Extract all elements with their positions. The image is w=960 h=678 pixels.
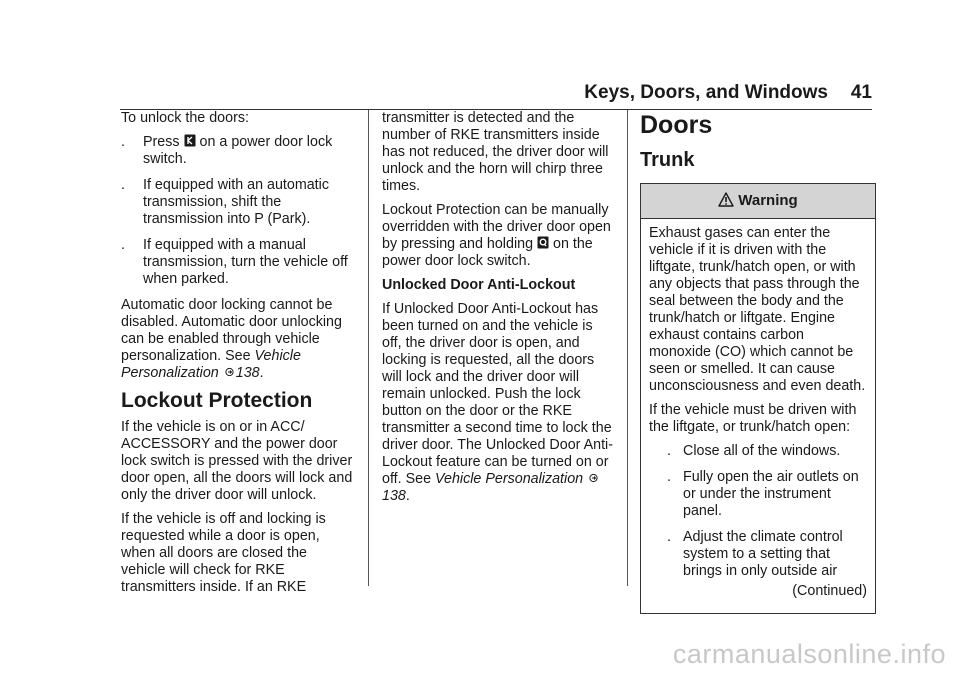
bullet: . xyxy=(121,237,125,253)
bullet: . xyxy=(667,529,671,545)
bullet: . xyxy=(667,469,671,485)
list-item xyxy=(121,134,353,168)
ref-arrow-icon xyxy=(225,367,234,377)
ref-arrow-icon xyxy=(589,473,598,483)
bullet1-post: on a power door lock switch. xyxy=(143,134,333,167)
bullet: . xyxy=(121,134,125,150)
column-2 xyxy=(382,110,616,512)
warning-box xyxy=(640,183,876,614)
warning-title: Warning xyxy=(738,192,798,209)
warning-triangle-icon xyxy=(718,192,734,207)
doors-heading: Doors xyxy=(640,111,713,139)
list-item: . Adjust the climate control system to a setting that brings in only outside air xyxy=(649,529,867,580)
list-item xyxy=(121,177,353,228)
column-3 xyxy=(640,110,876,614)
anti-lockout-paragraph: If Unlocked Door Anti-Lockout has been turned on and the vehicle is off, the driver door is open, and locking is requested, all the doors will lock and the driver door will remain unlocked. Push the lock button on the door or the RKE transmitter a second time to lock the driver door. The Unlocked Door Anti-Lockout feature can be turned on or off. See Vehicle Personalization 138. xyxy=(382,301,613,504)
auto-lock-paragraph: Automatic door locking cannot be disabled. Automatic door unlocking can be enabled through vehicle personalization. See Vehicle Personalization 138. xyxy=(121,297,342,381)
bullet: . xyxy=(667,443,671,459)
bullet2-text: If equipped with an automatic transmission, shift the transmission into P (Park). xyxy=(143,177,329,227)
page-header xyxy=(0,82,960,108)
page-ref[interactable]: 138 xyxy=(382,488,406,504)
page-number: 41 xyxy=(850,82,872,103)
list-item: . Fully open the air outlets on or under the instrument panel. xyxy=(649,469,867,520)
bullet1-pre: Press xyxy=(143,134,180,150)
page-ref[interactable]: 138 xyxy=(235,365,260,381)
warning-header xyxy=(641,184,875,219)
anti-lockout-subheading: Unlocked Door Anti-Lockout xyxy=(382,277,576,293)
lock-key-icon xyxy=(537,236,549,249)
warning-body xyxy=(641,219,875,613)
bullet: . xyxy=(121,177,125,193)
vehicle-personalization-link[interactable]: Vehicle Personalization xyxy=(435,471,584,487)
unlock-intro: To unlock the doors: xyxy=(121,110,249,126)
driven-open-paragraph: If the vehicle must be driven with the liftgate, or trunk/hatch open: xyxy=(649,402,857,435)
vehicle-personalization-link[interactable]: Vehicle Personalization xyxy=(121,348,301,381)
continued-label: (Continued) xyxy=(792,583,867,599)
lockout-protection-heading: Lockout Protection xyxy=(121,389,313,412)
unlock-key-icon xyxy=(184,134,196,147)
section-title: Keys, Doors, and Windows xyxy=(584,82,828,103)
list-item xyxy=(121,237,353,288)
exhaust-paragraph: Exhaust gases can enter the vehicle if it is driven with the liftgate, trunk/hatch open, or with any objects that pass through the seal between the body and the trunk/hatch or liftgate. Engine exhaust contains carbon monoxide (CO) which cannot be seen or smelled. It can cause unconsciousness and even death. xyxy=(649,225,866,394)
trunk-heading: Trunk xyxy=(640,149,695,171)
column-divider xyxy=(368,110,369,586)
column-1 xyxy=(121,110,353,603)
column-divider xyxy=(627,110,628,586)
rke-paragraph: If the vehicle is off and locking is requested while a door is open, when all doors are closed the vehicle will check for RKE transmitters inside. If an RKE xyxy=(121,511,326,595)
lockout-paragraph: If the vehicle is on or in ACC/ ACCESSORY and the power door lock switch is pressed with the driver door open, all the doors will lock and only the driver door will unlock. xyxy=(121,419,353,503)
override-paragraph: Lockout Protection can be manually overridden with the driver door open by pressing and holding on the power door lock switch. xyxy=(382,202,611,269)
list-item: . Close all of the windows. xyxy=(649,443,867,460)
bullet3-text: If equipped with a manual transmission, turn the vehicle off when parked. xyxy=(143,237,348,287)
watermark: carmanualsonline.info xyxy=(672,639,946,669)
rke-detect-paragraph: transmitter is detected and the number of RKE transmitters inside has not reduced, the driver door will unlock and the horn will chirp three times. xyxy=(382,110,609,194)
